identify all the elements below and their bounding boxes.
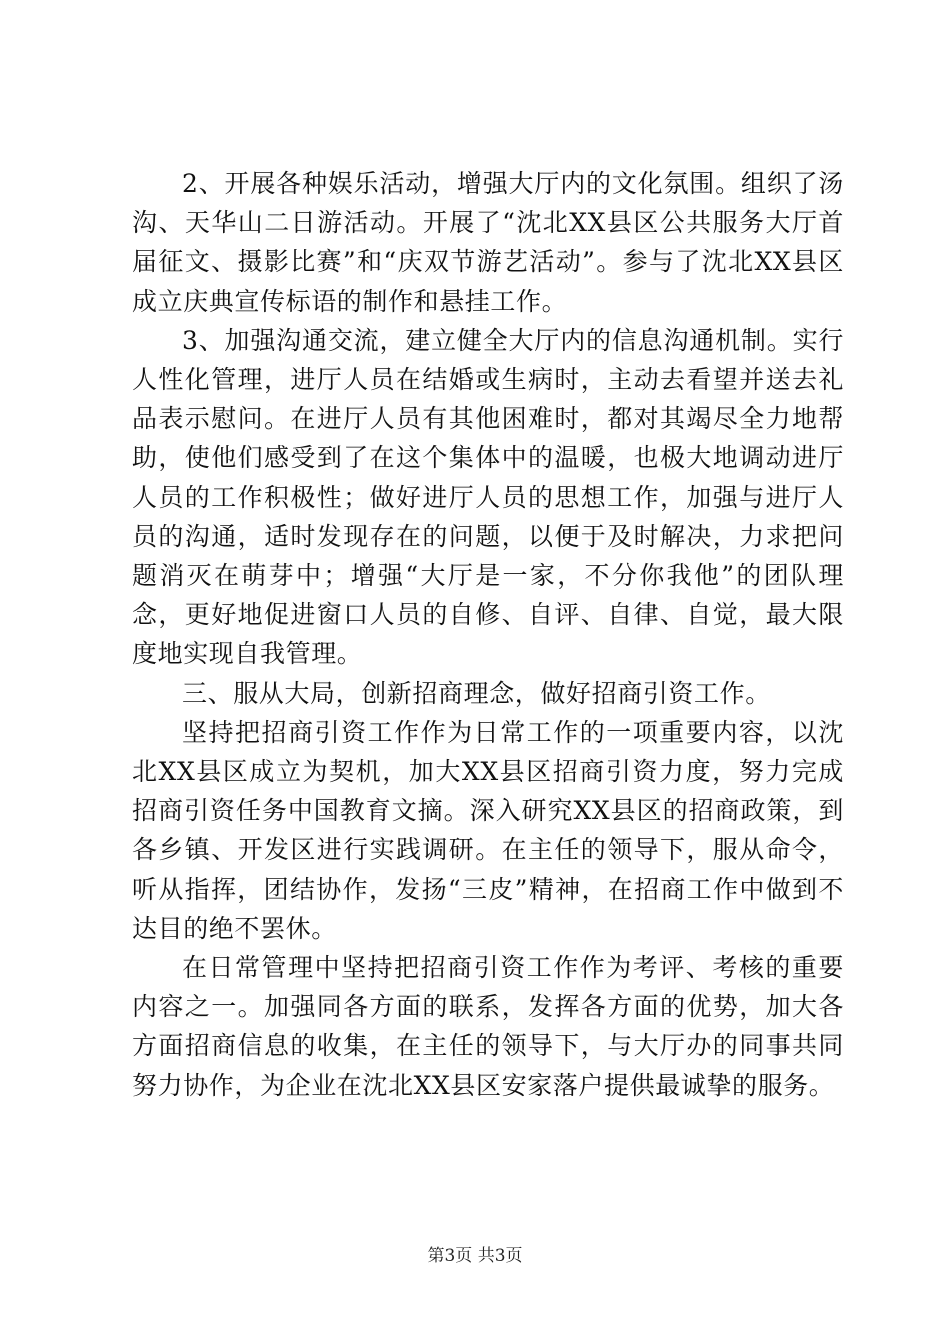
paragraph-investment-work: 坚持把招商引资工作作为日常工作的一项重要内容，以沈北XX县区成立为契机，加大XX县区招商引资力度，努力完成招商引资任务中国教育文摘。深入研究XX县区的招商政策，到各乡镇、开发区进行实践调研。在主任的领导下，服从命令，听从指挥，团结协作，发扬“三皮”精神，在招商工作中做到不达目的绝不罢休。: [132, 717, 844, 943]
paragraph-entertainment-activities: 2、开展各种娱乐活动，增强大厅内的文化氛围。组织了汤沟、天华山二日游活动。开展了“沈北XX县区公共服务大厅首届征文、摄影比赛”和“庆双节游艺活动”。参与了沈北XX县区成立庆典宣传标语的制作和悬挂工作。: [132, 169, 844, 316]
section-heading-investment: 三、服从大局，创新招商理念，做好招商引资工作。: [182, 678, 771, 708]
page-footer: 第3页 共3页: [427, 1246, 523, 1266]
paragraph-daily-management: 在日常管理中坚持把招商引资工作作为考评、考核的重要内容之一。加强同各方面的联系，发挥各方面的优势，加大各方面招商信息的收集，在主任的领导下，与大厅办的同事共同努力协作，为企业在沈北XX县区安家落户提供最诚挚的服务。: [132, 953, 844, 1100]
paragraph-communication-mechanism: 3、加强沟通交流，建立健全大厅内的信息沟通机制。实行人性化管理，进厅人员在结婚或生病时，主动去看望并送去礼品表示慰问。在进厅人员有其他困难时，都对其竭尽全力地帮助，使他们感受到了在这个集体中的温暖，也极大地调动进厅人员的工作积极性；做好进厅人员的思想工作，加强与进厅人员的沟通，适时发现存在的问题，以便于及时解决，力求把问题消灭在萌芽中；增强“大厅是一家，不分你我他”的团队理念，更好地促进窗口人员的自修、自评、自律、自觉，最大限度地实现自我管理。: [132, 325, 844, 669]
document-body: [132, 164, 844, 1105]
